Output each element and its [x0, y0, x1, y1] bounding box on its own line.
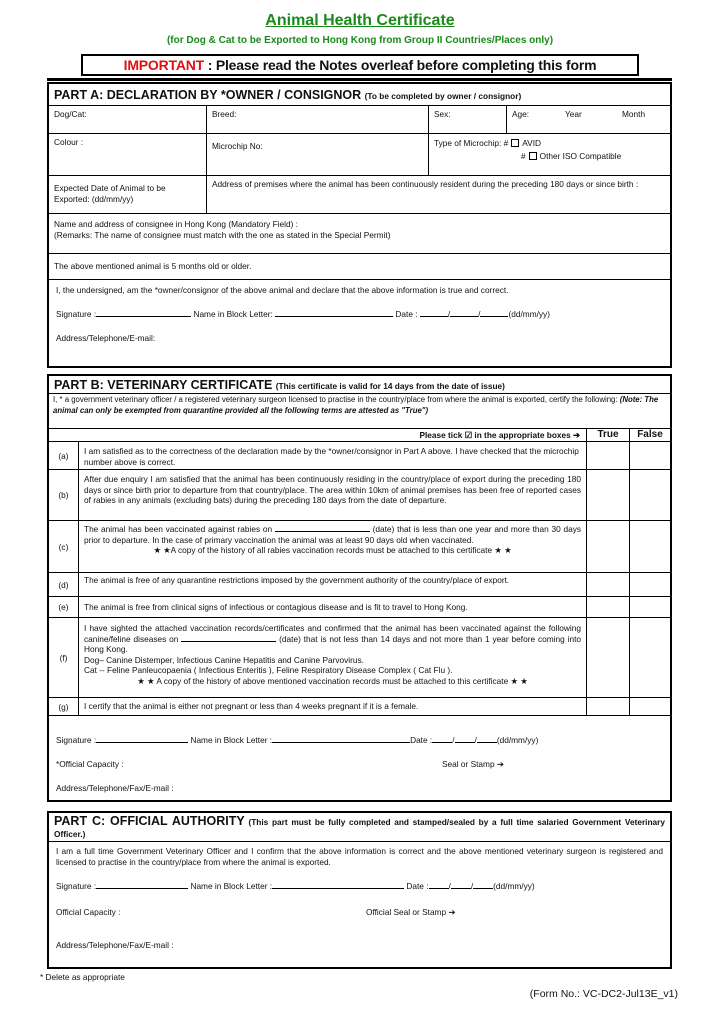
avid-checkbox[interactable]	[511, 139, 519, 147]
item-a-false-box[interactable]	[630, 442, 670, 469]
part-b-title: PART B: VETERINARY CERTIFICATE	[54, 378, 273, 392]
owner-declaration: I, the undersigned, am the *owner/consignor of the above animal and declare that the above information is true and correct.	[56, 285, 509, 295]
item-d-false-box[interactable]	[630, 573, 670, 596]
gvo-signature-field[interactable]	[96, 881, 188, 889]
part-c-header	[49, 813, 670, 842]
owner-signature-field[interactable]	[96, 309, 191, 317]
consignee-remark: (Remarks: The name of consignee must match with the one as stated in the Special Permit)	[54, 229, 391, 240]
premises-address-field[interactable]: Address of premises where the animal has been continuously resident during the preceding 180 days or since birth :	[212, 179, 639, 189]
export-premises-row	[49, 176, 670, 214]
important-notice	[81, 54, 639, 76]
vet-capacity-line	[56, 759, 663, 770]
item-b-row	[49, 470, 670, 521]
rabies-vaccination-date-field[interactable]	[275, 524, 370, 532]
item-g-row	[49, 698, 670, 716]
item-e-false-box[interactable]	[630, 597, 670, 617]
gvo-contact-field[interactable]: Address/Telephone/Fax/E-mail :	[56, 940, 174, 950]
dog-diseases: Dog– Canine Distemper, Infectious Canine Hepatitis and Canine Parvovirus.	[84, 654, 364, 665]
item-c-false-box[interactable]	[630, 521, 670, 572]
vet-signature-line: Signature : Name in Block Letter : Date : / / (dd/mm/yy)	[56, 735, 539, 745]
part-c-section	[47, 811, 672, 969]
part-b-section	[47, 374, 672, 802]
microchip-no-field[interactable]: Microchip No:	[207, 134, 429, 175]
item-text: The animal is free from clinical signs of infectious or contagious disease and is fit to travel to Hong Kong.	[79, 597, 587, 617]
animal-info-row	[49, 106, 670, 134]
part-a-header	[49, 84, 670, 106]
breed-field[interactable]: Breed:	[207, 106, 429, 133]
item-text: The animal has been vaccinated against rabies on (date) that is less than one year and more than 30 days prior to departure. In the case of primary vaccination the animal was at least 90 days old when vaccinated. ★ ★A copy of the history of all rabies vaccination records must be attached to this certificate ★ ★	[79, 521, 587, 572]
part-b-note: (This certificate is valid for 14 days from the date of issue)	[275, 381, 505, 391]
vet-contact-field[interactable]: Address/Telephone/Fax/E-mail :	[56, 783, 174, 793]
item-letter: (d)	[49, 573, 79, 596]
part-c-note: (This part must be fully completed and stamped/sealed by a full time salaried Government Veterinary Officer.)	[54, 817, 666, 839]
important-label: IMPORTANT	[123, 57, 204, 73]
item-e-true-box[interactable]	[587, 597, 630, 617]
vet-intro-note: (Note: The animal can only be exempted from quarantine provided all the following terms are attested as "True")	[53, 395, 659, 415]
item-letter: (a)	[49, 442, 79, 469]
item-text: I certify that the animal is either not pregnant or less than 4 weeks pregnant if it is a female.	[79, 698, 587, 715]
vet-intro: I, * a government veterinary officer / a registered veterinary surgeon licensed to practise in the country/place from where the animal is exported, certify the following:	[53, 395, 620, 404]
item-text: The animal is free of any quarantine restrictions imposed by the government authority of the country/place of export.	[79, 573, 587, 596]
footnote: * Delete as appropriate	[40, 972, 125, 982]
vet-date-year[interactable]	[477, 735, 497, 743]
owner-signature-line: Signature : Name in Block Letter: Date : / / (dd/mm/yy)	[56, 309, 550, 319]
part-c-title: PART C: OFFICIAL AUTHORITY	[54, 814, 245, 828]
form-number: (Form No.: VC-DC2-Jul13E_v1)	[529, 988, 678, 1000]
item-text: After due enquiry I am satisfied that the animal has been continuously residing in the country/place of export during the preceding 180 days or since birth prior to departure from that country/place. The area within 10km of animal premises has been free of reported cases of rabies in any animals (excluding bats) during the preceding 180 days from the date of departure.	[79, 470, 587, 520]
dog-cat-field[interactable]: Dog/Cat:	[49, 106, 207, 133]
item-d-true-box[interactable]	[587, 573, 630, 596]
microchip-row	[49, 134, 670, 176]
item-e-row	[49, 597, 670, 618]
other-iso-checkbox[interactable]	[529, 152, 537, 160]
item-f-row	[49, 618, 670, 698]
item-letter: (c)	[49, 521, 79, 572]
certificate-title: Animal Health Certificate	[265, 12, 455, 29]
item-a-row	[49, 442, 670, 470]
owner-name-field[interactable]	[275, 309, 393, 317]
item-b-false-box[interactable]	[630, 470, 670, 520]
certificate-subtitle: (for Dog & Cat to be Exported to Hong Kong from Group II Countries/Places only)	[166, 35, 554, 46]
tick-header-row	[49, 429, 670, 442]
cat-diseases: Cat -- Feline Panleucopaenia ( Infectious Enteritis ), Feline Respiratory Disease Complex ( Cat Flu ).	[84, 665, 453, 675]
item-letter: (e)	[49, 597, 79, 617]
tick-instruction: Please tick ☑ in the appropriate boxes ➔	[49, 429, 587, 441]
vet-date-day[interactable]	[432, 735, 452, 743]
vet-name-field[interactable]	[272, 735, 410, 743]
age-statement-row	[49, 254, 670, 280]
item-d-row	[49, 573, 670, 597]
true-column-header: True	[587, 429, 630, 441]
item-f-true-box[interactable]	[587, 618, 630, 697]
false-column-header: False	[637, 429, 663, 440]
owner-date-month[interactable]	[450, 309, 478, 317]
item-a-true-box[interactable]	[587, 442, 630, 469]
gvo-date-day[interactable]	[429, 881, 449, 889]
vet-signature-field[interactable]	[96, 735, 188, 743]
owner-contact-field[interactable]: Address/Telephone/E-mail:	[56, 333, 156, 343]
item-f-false-box[interactable]	[630, 618, 670, 697]
gvo-capacity-field[interactable]: Official Capacity :	[56, 907, 121, 917]
part-a-section	[47, 82, 672, 368]
colour-field[interactable]: Colour :	[49, 134, 207, 175]
divider	[47, 78, 672, 81]
item-letter: (f)	[49, 618, 79, 697]
part-a-note: (To be completed by owner / consignor)	[364, 91, 522, 101]
age-statement: The above mentioned animal is 5 months old or older.	[54, 261, 252, 271]
vet-date-month[interactable]	[455, 735, 475, 743]
item-g-true-box[interactable]	[587, 698, 630, 715]
vet-capacity-field[interactable]: *Official Capacity :	[56, 759, 124, 769]
owner-date-day[interactable]	[420, 309, 448, 317]
vet-intro-row	[49, 394, 670, 429]
sex-field[interactable]: Sex:	[429, 106, 507, 133]
item-text: I have sighted the attached vaccination records/certificates and confirmed that the animal has been vaccinated against the following canine/feline diseases on (date) that is not less than 14 days and not more than 1 year before coming into Hong Kong. Dog– Canine Distemper, Infectious Canine Hepatitis and Canine Parvovirus. Cat -- Feline Panleucopaenia ( Infectious Enteritis ), Feline Respiratory Disease Complex ( Cat Flu ). ★ ★ A copy of the history of above mentioned vaccination records must be attached to this certificate ★ ★	[79, 618, 587, 697]
item-b-true-box[interactable]	[587, 470, 630, 520]
gvo-signature-line: Signature : Name in Block Letter : Date : / / (dd/mm/yy)	[56, 881, 535, 891]
part-b-header	[49, 376, 670, 394]
vaccination-records-note: ★ ★ A copy of the history of above mentioned vaccination records must be attached to this certificate ★ ★	[137, 675, 528, 686]
disease-vaccination-date-field[interactable]	[181, 634, 276, 642]
item-g-false-box[interactable]	[630, 698, 670, 715]
item-letter: (g)	[49, 698, 79, 715]
part-a-title: PART A: DECLARATION BY *OWNER / CONSIGNOR	[54, 88, 362, 102]
gvo-statement: I am a full time Government Veterinary Officer and I confirm that the above information is correct and the above mentioned veterinary surgeon is registered and licensed to practise in the country/place from where the animal is exported.	[56, 846, 663, 867]
important-text: : Please read the Notes overleaf before completing this form	[204, 57, 597, 73]
gvo-capacity-line	[56, 907, 663, 918]
consignee-label: Name and address of consignee in Hong Kong (Mandatory Field) :	[54, 219, 298, 229]
rabies-records-note: ★ ★A copy of the history of all rabies vaccination records must be attached to this certificate ★ ★	[153, 545, 512, 555]
gvo-date-month[interactable]	[451, 881, 471, 889]
gvo-seal-label: Official Seal or Stamp ➔	[366, 907, 456, 917]
item-letter: (b)	[49, 470, 79, 520]
export-date-field[interactable]: Expected Date of Animal to be Exported: (dd/mm/yy)	[49, 176, 207, 213]
consignee-row[interactable]	[49, 214, 670, 254]
vet-seal-label: Seal or Stamp ➔	[442, 759, 504, 769]
owner-date-year[interactable]	[480, 309, 508, 317]
item-c-true-box[interactable]	[587, 521, 630, 572]
item-c-row	[49, 521, 670, 573]
microchip-type-field: Type of Microchip: # AVID # Other ISO Compatible	[434, 138, 622, 161]
age-field[interactable]: Age: Year Month	[512, 109, 646, 119]
gvo-date-year[interactable]	[473, 881, 493, 889]
item-text: I am satisfied as to the correctness of the declaration made by the *owner/consignor in Part A above. I have checked that the microchip number above is correct.	[79, 442, 587, 469]
gvo-name-field[interactable]	[272, 881, 404, 889]
